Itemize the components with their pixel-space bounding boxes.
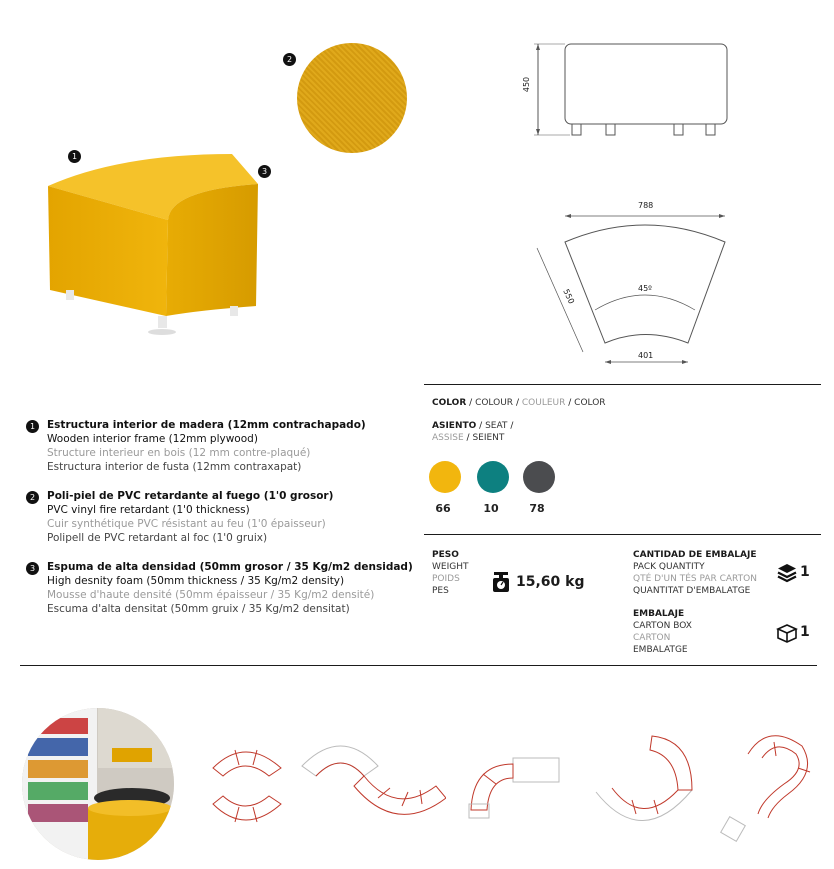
feature-3-en: High desnity foam (50mm thickness / 35 Kg/m2 density) — [47, 575, 345, 587]
carton-es: EMBALAJE — [633, 609, 685, 619]
divider-color-top — [424, 384, 821, 385]
color-swatch-teal[interactable] — [477, 461, 509, 493]
seat-label-fr: ASSISE — [432, 433, 464, 443]
dim-height-label: 450 — [522, 76, 532, 93]
feature-2-fr: Cuir synthétique PVC résistant au feu (1'0 épaisseur) — [47, 518, 326, 530]
marker-1: 1 — [68, 150, 81, 163]
box-icon — [776, 623, 798, 647]
dim-outer-width-label: 788 — [638, 201, 654, 210]
feature-1-ca: Estructura interior de fusta (12mm contraxapat) — [47, 461, 302, 473]
product-image — [20, 140, 280, 345]
layers-icon — [777, 563, 797, 587]
seat-label-ca: SEIENT — [472, 433, 505, 443]
seat-label — [432, 420, 513, 444]
library-photo — [22, 708, 174, 860]
color-swatch-yellow[interactable] — [429, 461, 461, 493]
color-header-es: COLOR — [432, 398, 467, 408]
arrangement-two-semicircles — [205, 738, 285, 838]
feature-3-ca: Escuma d'alta densitat (50mm gruix / 35 Kg/m2 densitat) — [47, 603, 350, 615]
seat-sep-2: / — [510, 421, 514, 431]
feature-1-fr: Structure interieur en bois (12 mm contre-plaqué) — [47, 447, 311, 459]
color-header-sep-1: / — [469, 398, 473, 408]
divider-bottom — [20, 665, 817, 666]
front-elevation-drawing — [520, 38, 735, 143]
seat-sep-3: / — [466, 433, 470, 443]
feature-3-es: Espuma de alta densidad (50mm grosor / 35 Kg/m2 densidad) — [47, 561, 413, 573]
carton-ca: EMBALATGE — [633, 645, 688, 655]
arrangement-s-curve — [296, 726, 446, 831]
feature-2-en: PVC vinyl fire retardant (1'0 thickness) — [47, 504, 250, 516]
weight-ca: PES — [432, 586, 449, 596]
arrangement-spiral — [592, 730, 700, 825]
color-code-1: 66 — [435, 502, 451, 515]
pack-label — [633, 549, 757, 597]
feature-3 — [47, 560, 413, 616]
color-code-2: 10 — [483, 502, 499, 515]
feature-2-ca: Polipell de PVC retardant al foc (1'0 gruix) — [47, 532, 268, 544]
feature-1 — [47, 418, 366, 474]
scale-icon — [492, 572, 510, 596]
color-header-fr: COULEUR — [521, 398, 566, 408]
feature-marker-3: 3 — [26, 562, 39, 575]
marker-3: 3 — [258, 165, 271, 178]
arrangement-with-bench — [463, 750, 563, 820]
pack-fr: QTÉ D'UN TÉS PAR CARTON — [633, 574, 757, 584]
pack-ca: QUANTITAT D'EMBALATGE — [633, 586, 751, 596]
feature-3-fr: Mousse d'haute densité (50mm épaisseur / 35 Kg/m2 densité) — [47, 589, 375, 601]
fabric-swatch-image — [297, 43, 407, 153]
weight-label — [432, 549, 468, 597]
color-header-ca: COLOR — [574, 398, 606, 408]
weight-fr: POIDS — [432, 574, 460, 584]
color-header-sep-2: / — [515, 398, 519, 408]
weight-value: 15,60 kg — [516, 574, 585, 590]
color-header-en: COLOUR — [475, 398, 514, 408]
feature-2-es: Poli-piel de PVC retardante al fuego (1'0 grosor) — [47, 490, 334, 502]
color-header-sep-3: / — [568, 398, 572, 408]
pack-value: 1 — [800, 564, 810, 580]
color-header — [432, 397, 606, 409]
carton-en: CARTON BOX — [633, 621, 692, 631]
marker-2: 2 — [283, 53, 296, 66]
dim-inner-width-label: 401 — [638, 351, 654, 360]
feature-marker-1: 1 — [26, 420, 39, 433]
pack-es: CANTIDAD DE EMBALAJE — [633, 550, 757, 560]
color-code-3: 78 — [529, 502, 545, 515]
dim-angle-label: 45º — [638, 284, 652, 293]
seat-label-en: SEAT — [485, 421, 508, 431]
feature-marker-2: 2 — [26, 491, 39, 504]
feature-2 — [47, 489, 333, 545]
carton-value: 1 — [800, 624, 810, 640]
feature-1-en: Wooden interior frame (12mm plywood) — [47, 433, 258, 445]
weight-en: WEIGHT — [432, 562, 469, 572]
carton-label — [633, 608, 692, 656]
top-plan-drawing — [525, 200, 740, 370]
dim-depth-label: 550 — [561, 287, 576, 306]
divider-color-bottom — [424, 534, 821, 535]
feature-1-es: Estructura interior de madera (12mm contrachapado) — [47, 419, 366, 431]
pack-en: PACK QUANTITY — [633, 562, 705, 572]
carton-fr: CARTON — [633, 633, 671, 643]
arrangement-question-mark — [718, 722, 818, 847]
seat-sep-1: / — [479, 421, 483, 431]
color-swatch-dark-gray[interactable] — [523, 461, 555, 493]
seat-label-es: ASIENTO — [432, 421, 477, 431]
weight-es: PESO — [432, 550, 459, 560]
